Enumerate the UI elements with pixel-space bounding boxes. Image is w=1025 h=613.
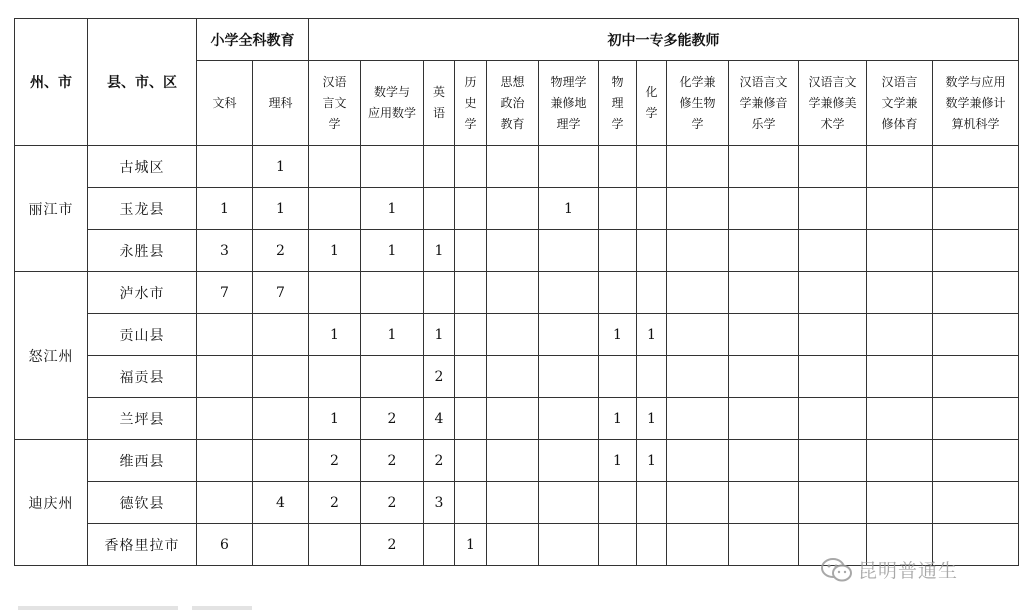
quota-cell bbox=[867, 482, 933, 524]
quota-cell: 1 bbox=[253, 188, 309, 230]
sub-header-0 bbox=[197, 61, 253, 146]
quota-cell bbox=[637, 524, 667, 566]
quota-cell bbox=[253, 440, 309, 482]
quota-cell bbox=[197, 314, 253, 356]
quota-cell bbox=[197, 482, 253, 524]
quota-cell: 2 bbox=[361, 398, 424, 440]
table-row bbox=[15, 272, 1019, 314]
quota-cell bbox=[799, 188, 867, 230]
quota-cell bbox=[637, 188, 667, 230]
quota-cell bbox=[539, 146, 599, 188]
quota-cell bbox=[487, 314, 539, 356]
quota-cell bbox=[799, 272, 867, 314]
quota-cell bbox=[455, 272, 487, 314]
quota-cell bbox=[455, 146, 487, 188]
quota-cell: 1 bbox=[424, 230, 455, 272]
table-row bbox=[15, 356, 1019, 398]
quota-cell bbox=[799, 482, 867, 524]
quota-cell bbox=[197, 398, 253, 440]
quota-cell bbox=[455, 188, 487, 230]
quota-cell: 2 bbox=[424, 440, 455, 482]
quota-cell bbox=[253, 356, 309, 398]
quota-cell bbox=[667, 230, 729, 272]
sub-header-12 bbox=[799, 61, 867, 146]
quota-cell bbox=[361, 272, 424, 314]
quota-cell bbox=[455, 356, 487, 398]
quota-cell bbox=[361, 356, 424, 398]
quota-cell bbox=[799, 440, 867, 482]
sub-header-label: 汉语言文 学兼修美 术学 bbox=[808, 74, 857, 131]
quota-cell bbox=[487, 146, 539, 188]
table-body bbox=[15, 146, 1019, 566]
quota-cell bbox=[539, 314, 599, 356]
county-cell: 维西县 bbox=[88, 440, 197, 482]
county-cell: 玉龙县 bbox=[88, 188, 197, 230]
sub-header-label: 化学兼 修生物 学 bbox=[679, 74, 716, 131]
quota-cell bbox=[455, 482, 487, 524]
quota-cell bbox=[539, 230, 599, 272]
quota-cell bbox=[667, 524, 729, 566]
quota-cell bbox=[599, 230, 637, 272]
quota-cell bbox=[253, 398, 309, 440]
quota-cell bbox=[637, 356, 667, 398]
table-row bbox=[15, 230, 1019, 272]
quota-cell bbox=[599, 482, 637, 524]
sub-header-14 bbox=[933, 61, 1019, 146]
quota-cell bbox=[455, 230, 487, 272]
sub-header-label: 物理学 兼修地 理学 bbox=[550, 74, 587, 131]
quota-cell bbox=[667, 398, 729, 440]
quota-cell bbox=[729, 440, 799, 482]
quota-cell: 2 bbox=[309, 440, 361, 482]
quota-cell: 1 bbox=[309, 230, 361, 272]
quota-cell bbox=[309, 146, 361, 188]
quota-cell bbox=[599, 524, 637, 566]
county-cell: 香格里拉市 bbox=[88, 524, 197, 566]
sub-header-label: 文科 bbox=[212, 95, 237, 110]
quota-cell bbox=[729, 398, 799, 440]
quota-cell bbox=[197, 356, 253, 398]
table-row bbox=[15, 146, 1019, 188]
quota-cell bbox=[867, 314, 933, 356]
quota-cell bbox=[867, 230, 933, 272]
quota-cell bbox=[539, 398, 599, 440]
bottom-strip bbox=[14, 598, 1018, 613]
quota-cell bbox=[539, 272, 599, 314]
watermark bbox=[818, 552, 1018, 586]
quota-cell: 1 bbox=[455, 524, 487, 566]
quota-cell: 2 bbox=[253, 230, 309, 272]
sub-header-label: 数学与应用 数学兼修计 算机科学 bbox=[945, 74, 1006, 131]
prefecture-cell: 丽江市 bbox=[15, 146, 88, 272]
sub-header-label: 汉语言 文学兼 修体育 bbox=[881, 74, 918, 131]
quota-cell bbox=[867, 398, 933, 440]
quota-cell bbox=[487, 230, 539, 272]
sub-header-6 bbox=[487, 61, 539, 146]
quota-cell bbox=[309, 356, 361, 398]
quota-cell: 1 bbox=[637, 314, 667, 356]
quota-cell: 1 bbox=[253, 146, 309, 188]
quota-cell bbox=[933, 188, 1019, 230]
county-cell: 泸水市 bbox=[88, 272, 197, 314]
quota-cell bbox=[253, 314, 309, 356]
quota-cell bbox=[799, 230, 867, 272]
quota-cell: 6 bbox=[197, 524, 253, 566]
sub-header-9 bbox=[637, 61, 667, 146]
quota-cell bbox=[539, 356, 599, 398]
quota-cell bbox=[729, 230, 799, 272]
quota-cell: 2 bbox=[424, 356, 455, 398]
quota-cell bbox=[667, 272, 729, 314]
quota-cell bbox=[933, 398, 1019, 440]
quota-cell bbox=[933, 146, 1019, 188]
quota-cell: 1 bbox=[361, 230, 424, 272]
quota-cell bbox=[867, 356, 933, 398]
quota-cell bbox=[539, 440, 599, 482]
header-group-primary: 小学全科教育 bbox=[197, 19, 309, 61]
sub-header-label: 数学与 应用数学 bbox=[367, 85, 416, 120]
quota-cell bbox=[729, 146, 799, 188]
quota-cell: 4 bbox=[253, 482, 309, 524]
quota-cell bbox=[424, 146, 455, 188]
quota-cell bbox=[487, 188, 539, 230]
quota-cell bbox=[867, 188, 933, 230]
prefecture-cell: 迪庆州 bbox=[15, 440, 88, 566]
quota-cell bbox=[729, 482, 799, 524]
quota-cell: 2 bbox=[361, 524, 424, 566]
quota-cell bbox=[637, 272, 667, 314]
cropped-text-bar bbox=[192, 606, 252, 610]
prefecture-cell: 怒江州 bbox=[15, 272, 88, 440]
quota-cell bbox=[309, 272, 361, 314]
quota-cell bbox=[729, 188, 799, 230]
quota-cell: 2 bbox=[361, 440, 424, 482]
quota-cell: 1 bbox=[539, 188, 599, 230]
quota-cell bbox=[729, 314, 799, 356]
quota-cell bbox=[933, 272, 1019, 314]
county-cell: 永胜县 bbox=[88, 230, 197, 272]
teacher-quota-table bbox=[14, 18, 1019, 566]
quota-cell: 1 bbox=[361, 314, 424, 356]
sub-header-label: 思想 政治 教育 bbox=[500, 74, 525, 131]
quota-cell bbox=[599, 272, 637, 314]
sub-header-label: 物 理 学 bbox=[611, 74, 624, 131]
quota-cell bbox=[197, 440, 253, 482]
sub-header-3 bbox=[361, 61, 424, 146]
sub-header-10 bbox=[667, 61, 729, 146]
quota-cell bbox=[933, 314, 1019, 356]
header-county: 县、市、区 bbox=[88, 19, 197, 146]
quota-cell: 3 bbox=[424, 482, 455, 524]
quota-cell bbox=[599, 146, 637, 188]
quota-cell bbox=[309, 524, 361, 566]
quota-cell bbox=[487, 482, 539, 524]
quota-cell bbox=[253, 524, 309, 566]
quota-cell bbox=[933, 230, 1019, 272]
quota-cell: 1 bbox=[637, 398, 667, 440]
sub-header-label: 化 学 bbox=[645, 85, 658, 120]
quota-cell bbox=[539, 524, 599, 566]
sub-header-7 bbox=[539, 61, 599, 146]
county-cell: 德钦县 bbox=[88, 482, 197, 524]
quota-cell bbox=[455, 440, 487, 482]
quota-cell bbox=[867, 440, 933, 482]
quota-cell bbox=[667, 188, 729, 230]
header-prefecture: 州、市 bbox=[15, 19, 88, 146]
quota-cell: 1 bbox=[637, 440, 667, 482]
sub-header-label: 汉语 言文 学 bbox=[322, 74, 347, 131]
quota-cell: 1 bbox=[599, 314, 637, 356]
quota-cell bbox=[729, 524, 799, 566]
quota-cell: 1 bbox=[197, 188, 253, 230]
quota-cell bbox=[599, 188, 637, 230]
county-cell: 福贡县 bbox=[88, 356, 197, 398]
quota-cell bbox=[667, 482, 729, 524]
sub-header-5 bbox=[455, 61, 487, 146]
quota-cell bbox=[867, 272, 933, 314]
sub-header-2 bbox=[309, 61, 361, 146]
quota-cell bbox=[637, 146, 667, 188]
sub-header-8 bbox=[599, 61, 637, 146]
wechat-icon bbox=[820, 556, 854, 584]
county-cell: 古城区 bbox=[88, 146, 197, 188]
quota-cell bbox=[424, 188, 455, 230]
quota-cell bbox=[667, 356, 729, 398]
quota-cell: 2 bbox=[309, 482, 361, 524]
quota-cell bbox=[799, 146, 867, 188]
quota-cell: 2 bbox=[361, 482, 424, 524]
table-row bbox=[15, 482, 1019, 524]
quota-cell: 1 bbox=[309, 398, 361, 440]
sub-header-11 bbox=[729, 61, 799, 146]
quota-cell bbox=[487, 356, 539, 398]
quota-cell: 4 bbox=[424, 398, 455, 440]
quota-cell: 1 bbox=[599, 398, 637, 440]
quota-cell bbox=[933, 482, 1019, 524]
quota-cell: 1 bbox=[309, 314, 361, 356]
quota-cell bbox=[539, 482, 599, 524]
sub-header-13 bbox=[867, 61, 933, 146]
watermark-text: 昆明普通生 bbox=[858, 560, 959, 582]
quota-cell bbox=[729, 272, 799, 314]
quota-cell bbox=[799, 314, 867, 356]
quota-cell: 1 bbox=[599, 440, 637, 482]
quota-cell bbox=[599, 356, 637, 398]
county-cell: 贡山县 bbox=[88, 314, 197, 356]
quota-cell bbox=[361, 146, 424, 188]
quota-cell bbox=[933, 440, 1019, 482]
quota-cell bbox=[867, 146, 933, 188]
quota-cell bbox=[424, 524, 455, 566]
sub-header-label: 理科 bbox=[268, 95, 293, 110]
header-group-middle: 初中一专多能教师 bbox=[309, 19, 1019, 61]
quota-cell bbox=[309, 188, 361, 230]
quota-cell bbox=[487, 524, 539, 566]
quota-cell: 1 bbox=[361, 188, 424, 230]
sub-header-4 bbox=[424, 61, 455, 146]
quota-cell: 1 bbox=[424, 314, 455, 356]
quota-cell bbox=[667, 146, 729, 188]
cropped-text-bar bbox=[18, 606, 178, 610]
county-cell: 兰坪县 bbox=[88, 398, 197, 440]
quota-cell: 7 bbox=[253, 272, 309, 314]
quota-cell bbox=[799, 398, 867, 440]
quota-cell bbox=[197, 146, 253, 188]
quota-cell bbox=[933, 356, 1019, 398]
quota-cell: 7 bbox=[197, 272, 253, 314]
quota-cell bbox=[455, 314, 487, 356]
quota-cell bbox=[487, 440, 539, 482]
quota-cell bbox=[487, 398, 539, 440]
table-row bbox=[15, 398, 1019, 440]
quota-cell bbox=[799, 356, 867, 398]
quota-cell bbox=[455, 398, 487, 440]
sub-header-1 bbox=[253, 61, 309, 146]
quota-cell bbox=[637, 482, 667, 524]
quota-cell bbox=[637, 230, 667, 272]
sub-header-label: 汉语言文 学兼修音 乐学 bbox=[739, 74, 788, 131]
quota-cell bbox=[729, 356, 799, 398]
quota-cell bbox=[487, 272, 539, 314]
table-row bbox=[15, 314, 1019, 356]
quota-cell bbox=[667, 440, 729, 482]
quota-cell bbox=[667, 314, 729, 356]
quota-cell bbox=[424, 272, 455, 314]
table-row bbox=[15, 440, 1019, 482]
sub-header-label: 英 语 bbox=[432, 85, 445, 120]
quota-cell: 3 bbox=[197, 230, 253, 272]
table-row bbox=[15, 188, 1019, 230]
sub-header-label: 历 史 学 bbox=[464, 74, 477, 131]
